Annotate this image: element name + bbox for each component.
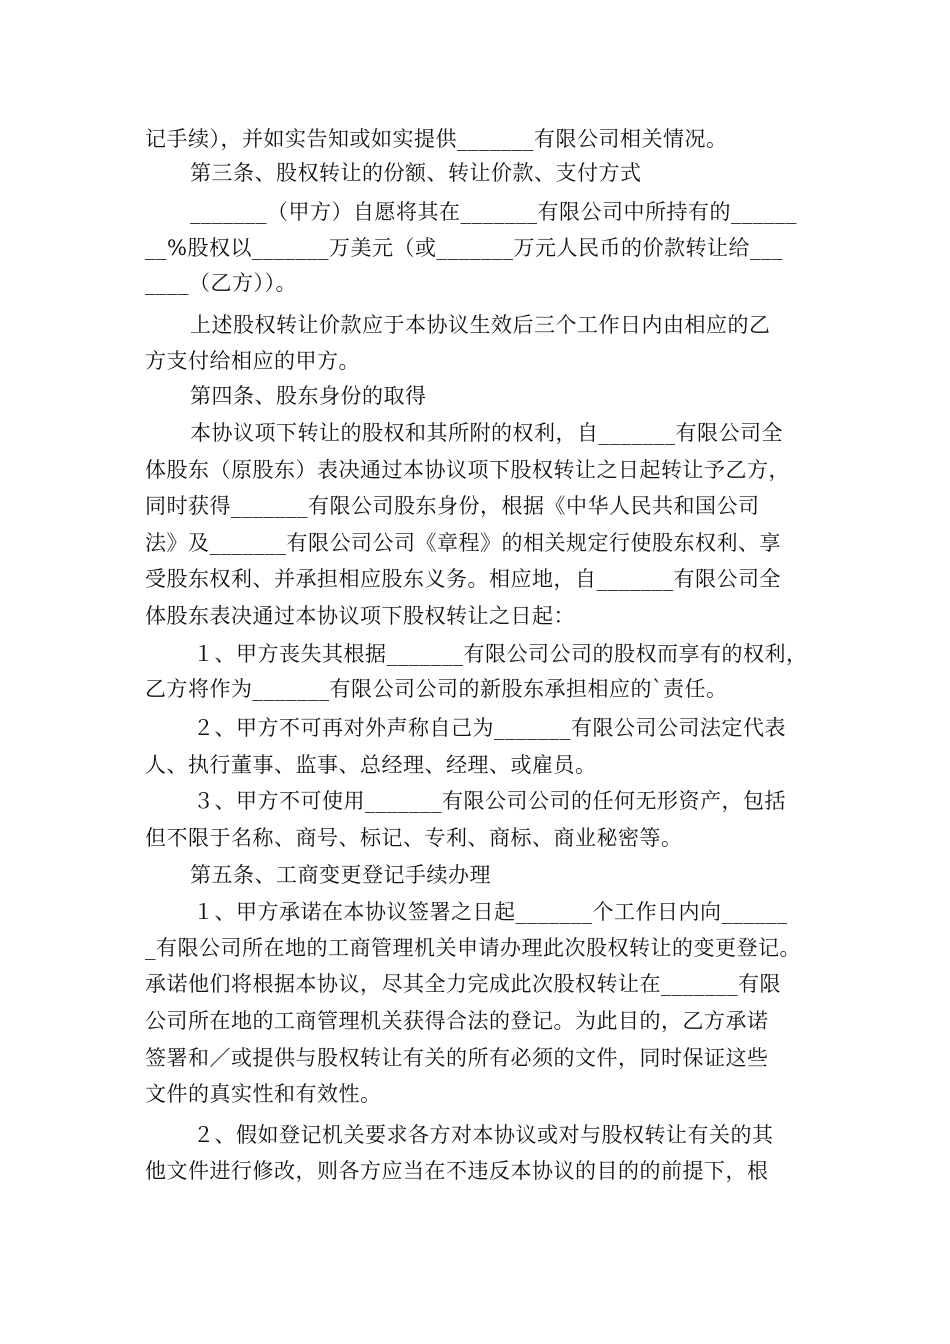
text-line: 公司所在地的工商管理机关获得合法的登记。为此目的，乙方承诺 [145,1009,769,1033]
text-line: 方支付给相应的甲方。 [145,349,360,373]
section-heading: 第五条、工商变更登记手续办理 [190,863,491,887]
list-item: ３、甲方不可使用_______有限公司公司的任何无形资产，包括 [193,789,786,813]
text-line: 上述股权转让价款应于本协议生效后三个工作日内由相应的乙 [190,313,771,337]
list-item: ２、假如登记机关要求各方对本协议或对与股权转让有关的其 [193,1123,774,1147]
list-item: １、甲方丧失其根据_______有限公司公司的股权而享有的权利， [193,642,808,666]
text-line: _______（甲方）自愿将其在_______有限公司中所持有的______ [190,200,797,224]
text-line: __%股权以_______万美元（或_______万元人民币的价款转让给___ [145,236,783,260]
section-heading: 第三条、股权转让的份额、转让价款、支付方式 [190,161,642,185]
text-line: 同时获得_______有限公司股东身份，根据《中华人民共和国公司 [145,494,760,518]
text-line: 签署和／或提供与股权转让有关的所有必须的文件，同时保证这些 [145,1046,769,1070]
section-heading: 第四条、股东身份的取得 [190,384,427,408]
text-line: _有限公司所在地的工商管理机关申请办理此次股权转让的变更登记。 [145,936,801,960]
list-item: １、甲方承诺在本协议签署之日起_______个工作日内向______ [193,900,788,924]
text-line: 人、执行董事、监事、总经理、经理、或雇员。 [145,753,597,777]
text-line: 乙方将作为_______有限公司公司的新股东承担相应的`责任。 [145,677,728,701]
text-line: 受股东权利、并承担相应股东义务。相应地，自_______有限公司全 [145,567,781,591]
text-line: 承诺他们将根据本协议，尽其全力完成此次股权转让在_______有限 [145,972,781,996]
text-line: 体股东表决通过本协议项下股权转让之日起： [145,604,575,628]
text-line: 但不限于名称、商号、标记、专利、商标、商业秘密等。 [145,826,683,850]
text-line: 文件的真实性和有效性。 [145,1082,382,1106]
text-line: 体股东（原股东）表决通过本协议项下股权转让之日起转让予乙方， [145,458,790,482]
text-line: ____（乙方））。 [145,271,297,295]
text-line: 本协议项下转让的股权和其所附的权利，自_______有限公司全 [190,421,783,445]
text-line: 记手续），并如实告知或如实提供_______有限公司相关情况。 [145,127,728,151]
text-line: 法》及_______有限公司公司《章程》的相关规定行使股东权利、享 [145,531,781,555]
text-line: 他文件进行修改，则各方应当在不违反本协议的目的的前提下，根 [145,1159,769,1183]
list-item: ２、甲方不可再对外声称自己为_______有限公司公司法定代表 [193,716,786,740]
